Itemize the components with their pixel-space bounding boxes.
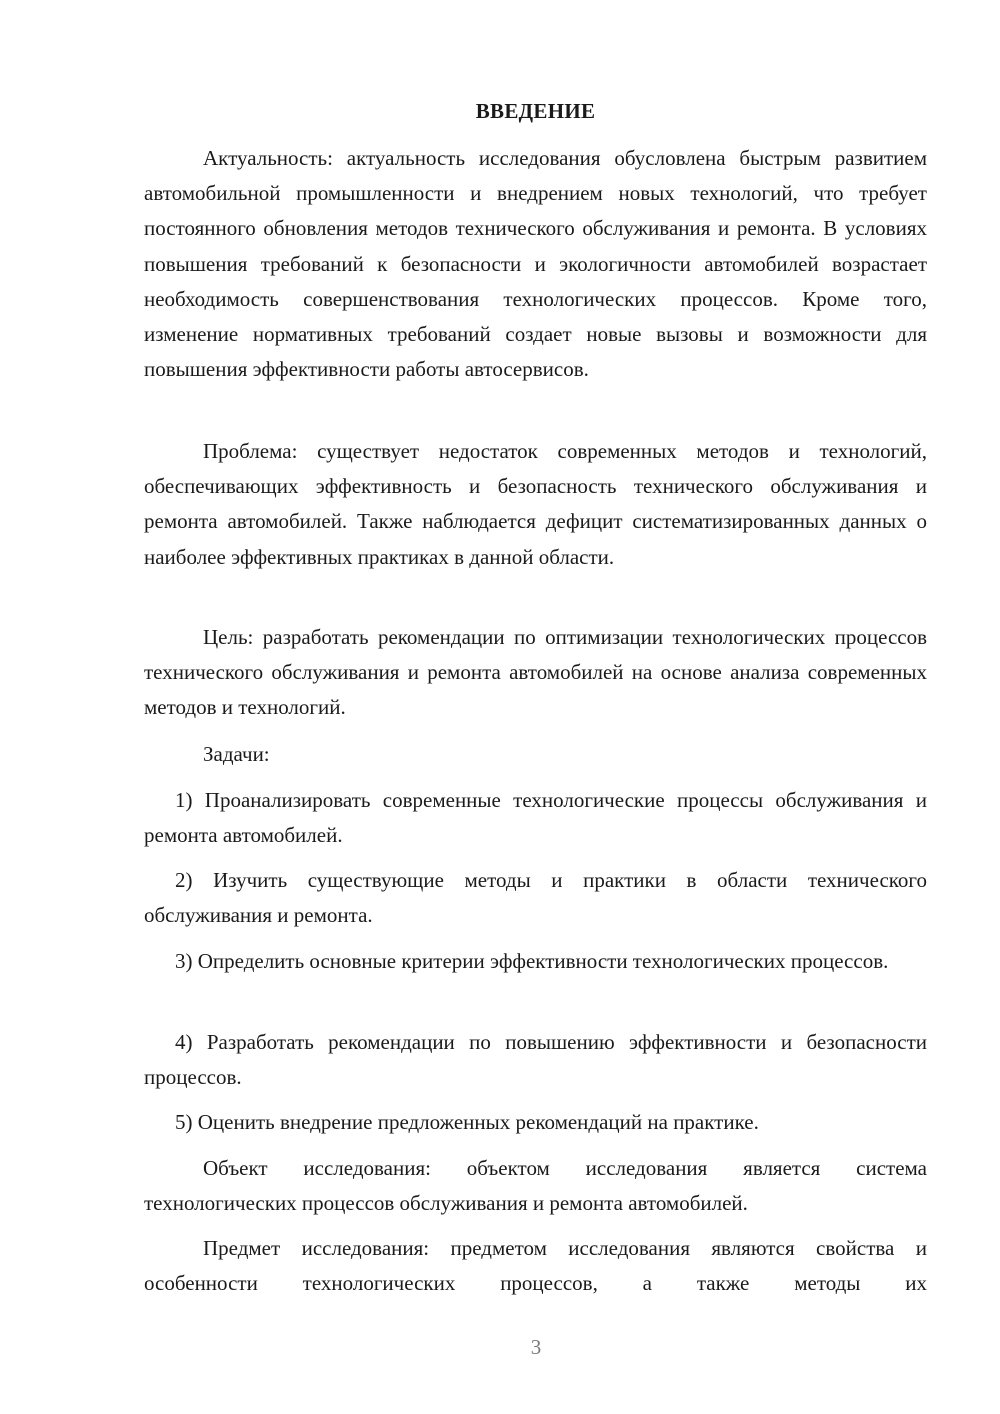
paragraph-problem: Проблема: существует недостаток современных методов и технологий, обеспечивающих эффективность и безопасность технического обслуживания и ремонта автомобилей. Также наблюдается дефицит систематизированных данных о наиболее эффективных практиках в данной области.	[144, 439, 927, 569]
paragraph-relevance: Актуальность: актуальность исследования обусловлена быстрым развитием автомобильной промышленности и внедрением новых технологий, что требует постоянного обновления методов технического обслуживания и ремонта. В условиях повышения требований к безопасности и экологичности автомобилей возрастает необходимость совершенствования технологических процессов. Кроме того, изменение нормативных требований создает новые вызовы и возможности для повышения эффективности работы автосервисов.	[144, 146, 927, 382]
task-item-4: 4) Разработать рекомендации по повышению эффективности и безопасности процессов.	[144, 1030, 927, 1090]
task-item-1: 1) Проанализировать современные технологические процессы обслуживания и ремонта автомобилей.	[144, 788, 927, 848]
task-item-5: 5) Оценить внедрение предложенных рекомендаций на практике.	[175, 1110, 759, 1134]
task-item-2: 2) Изучить существующие методы и практики в области технического обслуживания и ремонта.	[144, 868, 927, 928]
paragraph-subject: Предмет исследования: предметом исследования являются свойства и особенности технологических процессов, а также методы их	[144, 1236, 927, 1296]
page-number: 3	[530, 1335, 542, 1359]
task-item-3: 3) Определить основные критерии эффективности технологических процессов.	[175, 949, 889, 973]
tasks-label: Задачи:	[203, 742, 270, 766]
section-heading: ВВЕДЕНИЕ	[475, 99, 596, 123]
paragraph-object: Объект исследования: объектом исследования является система технологических процессов обслуживания и ремонта автомобилей.	[144, 1156, 927, 1216]
paragraph-goal: Цель: разработать рекомендации по оптимизации технологических процессов технического обслуживания и ремонта автомобилей на основе анализа современных методов и технологий.	[144, 625, 927, 720]
